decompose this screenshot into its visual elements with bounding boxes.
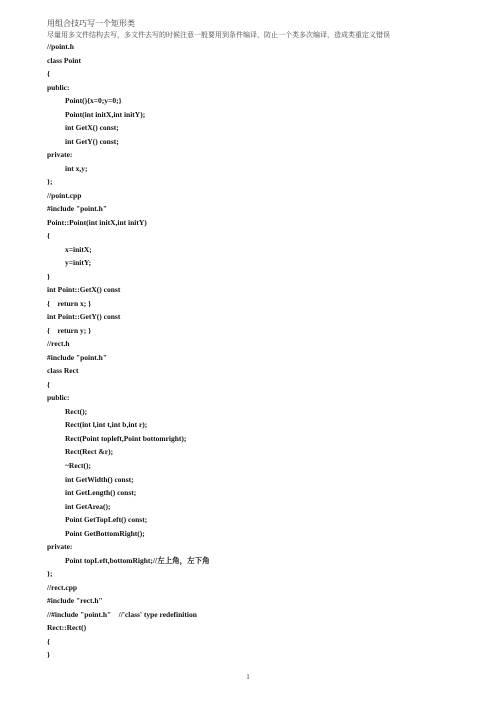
code-line: int GetLength() const;	[65, 488, 137, 498]
code-line: };	[47, 569, 53, 579]
code-line: {	[47, 379, 50, 389]
code-line: Point GetTopLeft() const;	[65, 515, 148, 525]
document-title: 用组合技巧写一个矩形类	[47, 19, 135, 28]
code-line: Point(){x=0;y=0;}	[65, 96, 122, 106]
code-line: class Rect	[47, 366, 79, 376]
code-line: ~Rect();	[65, 460, 91, 470]
code-line: Rect(Point topleft,Point bottomright);	[65, 433, 187, 443]
code-line: #include "point.h"	[47, 352, 108, 362]
code-line: public:	[47, 393, 70, 403]
code-line: private:	[47, 542, 73, 552]
code-line: private:	[47, 150, 73, 160]
code-line: { return x; }	[47, 298, 92, 308]
code-line: int Point::GetX() const	[47, 285, 121, 295]
code-line: //point.h	[47, 42, 74, 51]
code-line: int GetX() const;	[65, 123, 119, 133]
code-line: int Point::GetY() const	[47, 312, 121, 322]
code-line: #include "point.h"	[47, 204, 108, 214]
code-line: {	[47, 69, 50, 79]
code-line: Point topLeft,bottomRight;//左上角，左下角	[65, 555, 210, 565]
code-line: {	[47, 636, 50, 646]
code-line: Rect(int l,int t,int b,int r);	[65, 420, 148, 430]
code-line: Point(int initX,int initY);	[65, 109, 146, 119]
code-line: #include "rect.h"	[47, 596, 103, 606]
code-line: {	[47, 231, 50, 241]
document-header	[47, 18, 467, 41]
code-line: int x,y;	[65, 163, 88, 173]
code-line: y=initY;	[65, 258, 92, 268]
code-line: int GetArea();	[65, 501, 111, 511]
code-line: int GetWidth() const;	[65, 474, 134, 484]
code-line: //rect.h	[47, 339, 70, 349]
code-line: }	[47, 271, 50, 281]
code-line: //point.cpp	[47, 190, 82, 200]
code-line: class Point	[47, 55, 81, 65]
code-line: int GetY() const;	[65, 136, 119, 146]
page-number: 1	[246, 673, 250, 681]
code-line: public:	[47, 82, 70, 92]
code-line: }	[47, 650, 50, 660]
code-line: Rect::Rect()	[47, 623, 87, 633]
code-line: Rect();	[65, 406, 88, 416]
code-line: x=initX;	[65, 244, 92, 254]
code-line: };	[47, 177, 53, 187]
code-line: //rect.cpp	[47, 582, 78, 592]
intro-paragraph: 尽量用多文件结构去写，多文件去写的时候注意一般要用到条件编译，防止一个类多次编译，造成类重定义错误	[47, 31, 390, 39]
code-line: Point GetBottomRight();	[65, 528, 145, 538]
code-line: { return y; }	[47, 325, 92, 335]
code-line: //#include "point.h" //'class' type redefinition	[47, 609, 197, 619]
code-block	[47, 40, 467, 662]
code-line: Rect(Rect &r);	[65, 447, 114, 457]
code-line: Point::Point(int initX,int initY)	[47, 217, 147, 227]
